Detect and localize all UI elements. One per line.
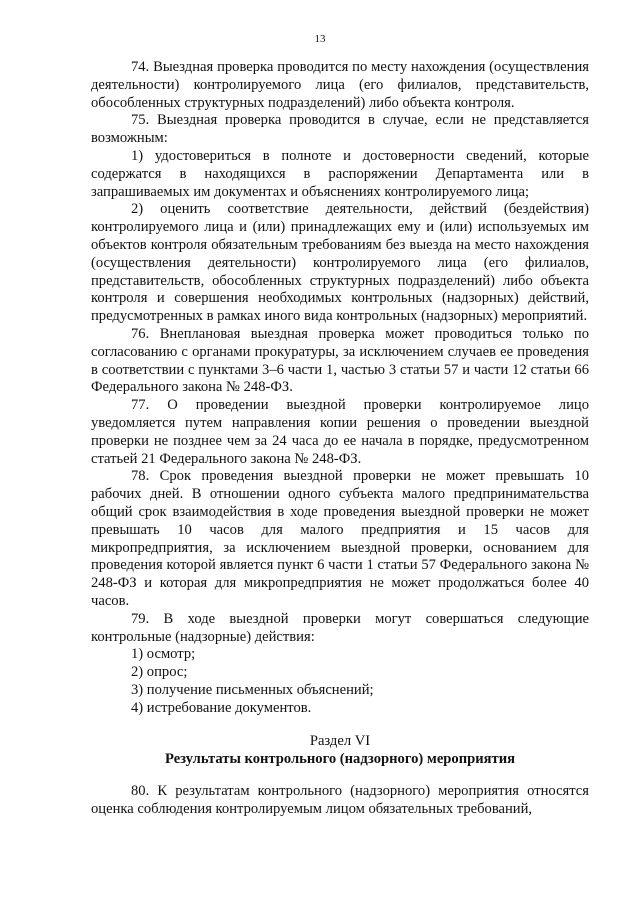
paragraph-75-item-1: 1) удостовериться в полноте и достоверности сведений, которые содержатся в находящихся в распоряжении Департамента или в запрашиваемых им документах и объяснениях контролируемого лица; — [91, 147, 589, 200]
paragraph-79-item-1: 1) осмотр; — [131, 646, 196, 663]
paragraph-75: 75. Выездная проверка проводится в случае, если не представляется возможным: — [91, 112, 589, 147]
page-number: 13 — [314, 33, 326, 45]
paragraph-79: 79. В ходе выездной проверки могут совершаться следующие контрольные (надзорные) действия: — [91, 610, 589, 645]
paragraph-79-item-3: 3) получение письменных объяснений; — [131, 681, 374, 698]
paragraph-76: 76. Внеплановая выездная проверка может проводиться только по согласованию с органами прокуратуры, за исключением случаев ее проведения в соответствии с пунктами 3–6 части 1, частью 3 статьи 57 и части 12 статьи 66 Федерального закона № 248-ФЗ. — [91, 325, 589, 396]
paragraph-79-item-4: 4) истребование документов. — [131, 699, 312, 716]
paragraph-80: 80. К результатам контрольного (надзорного) мероприятия относятся оценка соблюдения контролируемым лицом обязательных требований, — [91, 783, 589, 817]
section-title: Результаты контрольного (надзорного) мероприятия — [164, 751, 516, 768]
paragraph-78: 78. Срок проведения выездной проверки не может превышать 10 рабочих дней. В отношении одного субъекта малого предпринимательства общий срок взаимодействия в ходе проведения выездной проверки не может превышать 10 часов для малого предприятия и 15 часов для микропредприятия, за исключением выездной проверки, основанием для проведения которой является пункт 6 части 1 статьи 57 Федерального закона № 248-ФЗ и которая для микропредприятия не может продолжаться более 40 часов. — [91, 468, 589, 609]
paragraph-75-item-2: 2) оценить соответствие деятельности, действий (бездействия) контролируемого лица и (или) принадлежащих ему и (или) используемых им объектов контроля обязательным требованиям без выезда на место нахождения (осуществления деятельности) контролируемого лица (его филиалов, представительств, обособленных структурных подразделений) либо объекта контроля и совершения необходимых контрольных (надзорных) действий, предусмотренных в рамках иного вида контрольных (надзорных) мероприятий. — [91, 201, 589, 325]
paragraph-74: 74. Выездная проверка проводится по месту нахождения (осуществления деятельности) контролируемого лица (его филиалов, представительств, обособленных структурных подразделений) либо объекта контроля. — [91, 59, 589, 111]
paragraph-77: 77. О проведении выездной проверки контролируемое лицо уведомляется путем направления копии решения о проведении выездной проверки не позднее чем за 24 часа до ее начала в порядке, предусмотренном статьей 21 Федерального закона № 248-ФЗ. — [91, 397, 589, 467]
paragraph-79-item-2: 2) опрос; — [131, 664, 188, 681]
document-body — [91, 59, 589, 819]
section-heading: Раздел VI — [309, 733, 371, 750]
